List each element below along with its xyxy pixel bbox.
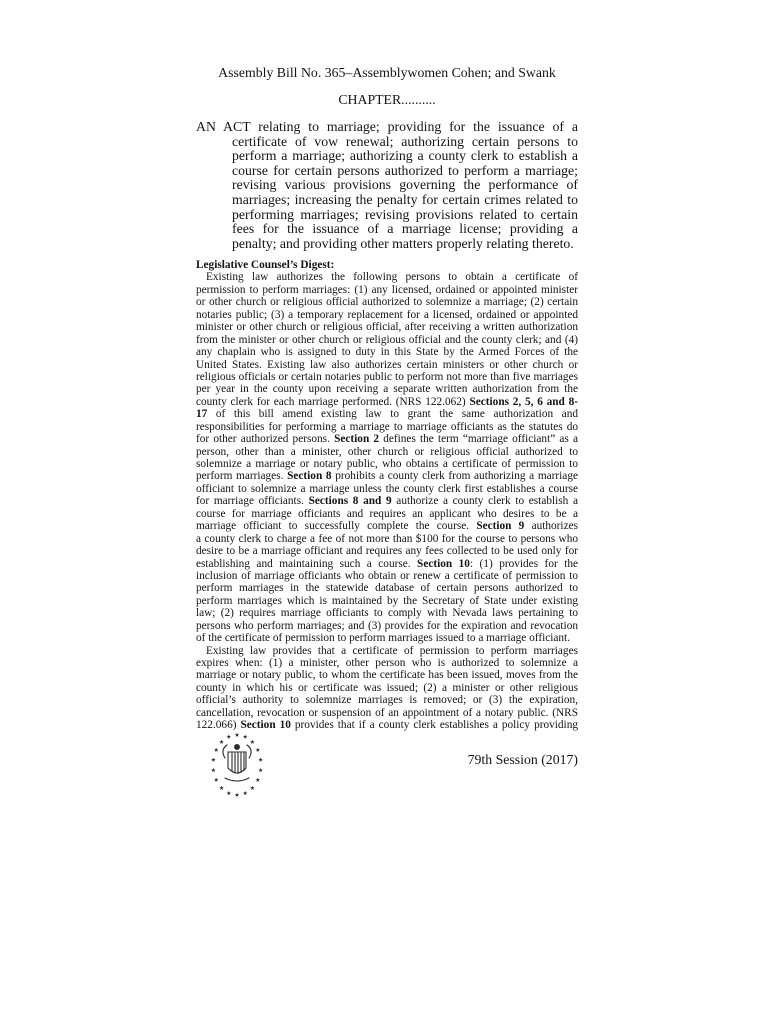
digest-heading: Legislative Counsel’s Digest:	[196, 259, 335, 271]
digest-line	[196, 359, 578, 371]
digest-text: for other authorized persons.	[196, 433, 335, 446]
digest-line	[196, 682, 578, 694]
digest-text: establishing and maintaining such a course.	[196, 557, 418, 570]
digest-text: or other church or religious official authorized to solemnize a marriage; (2) certain	[196, 296, 578, 309]
section-reference: Section 10	[417, 557, 470, 570]
digest-line	[196, 458, 578, 470]
legislature-seal-icon	[206, 731, 268, 799]
session-label: 79th Session (2017)	[467, 752, 578, 767]
digest-line	[196, 383, 578, 395]
digest-line	[196, 570, 578, 582]
digest-text: persons who perform marriages; and (3) provides for the expiration and revocation	[196, 619, 578, 632]
digest-text: authorizes	[524, 520, 578, 533]
title-line: penalty; and providing other matters properly relating thereto.	[232, 235, 574, 251]
digest-line	[196, 545, 578, 557]
digest-text: expires when: (1) a minister, other person who is authorized to solemnize a	[196, 657, 578, 669]
digest-text: marriage or notary public, to whom the certificate has been issued, moves from the	[196, 669, 578, 682]
digest-text: marriage officiant to successfully complete the course.	[196, 520, 477, 533]
digest-text: official’s authority to solemnize marriages is removed; or (3) the expiration,	[196, 694, 578, 707]
digest-text: for marriage officiants.	[196, 495, 309, 508]
digest-text: inclusion of marriage officiants who obtain or renew a certificate of permission to	[196, 569, 578, 582]
digest-text: perform marriages in the statewide database of certain persons authorized to	[196, 582, 578, 595]
digest-line	[196, 595, 578, 607]
digest-text: authorize a county clerk to establish a	[391, 495, 578, 508]
digest-line	[196, 657, 578, 669]
digest-text: from the minister or other church or religious official and the county clerk; and (4)	[196, 333, 578, 346]
digest-paragraph	[196, 271, 578, 644]
digest-line	[196, 719, 578, 731]
digest-text: desire to be a marriage officiant and requires any fees collected to be used only for	[196, 545, 578, 558]
section-reference: Section 9	[476, 520, 525, 533]
digest-line	[196, 309, 578, 321]
section-reference: 17	[196, 408, 208, 421]
digest-text: solemnize a marriage or notary public, who obtains a certificate of permission to	[196, 458, 578, 470]
digest-text: prohibits a county clerk from authorizing a marriage	[331, 470, 578, 483]
digest-line	[196, 620, 578, 632]
title-line: marriages; increasing the penalty for certain crimes related to	[232, 191, 578, 207]
digest-line	[196, 707, 578, 719]
digest-text: permission to perform marriages: (1) any licensed, ordained or appointed minister	[196, 283, 578, 296]
digest-line	[196, 433, 578, 445]
digest-line	[196, 694, 578, 706]
title-line: fees for the issuance of a marriage license; providing a	[232, 221, 578, 237]
title-line: performing marriages; revising provisions related to certain	[232, 206, 578, 222]
digest-text: any chaplain who is assigned to duty in this State by the Armed Forces of the	[196, 346, 578, 359]
digest-body	[196, 271, 578, 731]
digest-line	[196, 271, 578, 283]
digest-line	[196, 321, 578, 333]
digest-line	[196, 607, 578, 619]
digest-line	[196, 470, 578, 482]
digest-text: law; (2) requires marriage officiants to comply with Nevada laws pertaining to	[196, 607, 578, 620]
digest-text: 122.066)	[196, 719, 241, 732]
digest-line	[196, 632, 578, 644]
digest-line	[196, 421, 578, 433]
digest-line	[196, 284, 578, 296]
digest-text: Existing law provides that a certificate of permission to perform marriages	[206, 644, 578, 657]
digest-text: defines the term “marriage officiant” as a	[379, 433, 578, 446]
digest-line	[196, 483, 578, 495]
digest-line	[196, 296, 578, 308]
digest-line	[196, 508, 578, 520]
digest-paragraph	[196, 645, 578, 732]
digest-text: county in which his or certificate was issued; (2) a minister or other religious	[196, 681, 578, 694]
digest-text: of the certificate of permission to perform marriages issued to a marriage officiant.	[196, 632, 571, 645]
digest-text: officiant to solemnize a marriage unless the county clerk first establishes a course	[196, 482, 578, 495]
digest-line	[196, 446, 578, 458]
digest-text: : (1) provides for the	[469, 557, 578, 570]
section-reference: Sections 2, 5, 6 and 8-	[469, 395, 578, 408]
digest-text: perform marriages.	[196, 470, 288, 483]
section-reference: Section 8	[287, 470, 332, 483]
section-reference: Sections 8 and 9	[308, 495, 392, 508]
digest-line	[196, 396, 578, 408]
digest-line	[196, 346, 578, 358]
title-line: revising various provisions governing the performance of	[232, 177, 578, 193]
title-line: perform a marriage; authorizing a county clerk to establish a	[232, 148, 578, 164]
digest-text: cancellation, revocation or suspension of an appointment of a notary public. (NRS	[196, 706, 578, 719]
digest-text: Existing law authorizes the following persons to obtain a certificate of	[206, 271, 578, 284]
digest-line	[196, 582, 578, 594]
chapter-line: CHAPTER..........	[338, 92, 436, 107]
digest-line	[196, 334, 578, 346]
digest-line	[196, 371, 578, 383]
digest-line	[196, 495, 578, 507]
title-line: course for certain persons authorized to perform a marriage;	[232, 162, 578, 178]
digest-text: a county clerk to charge a fee of not more than $100 for the course to persons who	[196, 532, 578, 545]
digest-text: religious officials or certain notaries public to perform not more than five marriages	[196, 370, 578, 383]
title-line: AN ACT relating to marriage; providing for the issuance of a	[196, 119, 578, 134]
digest-text: United States. Existing law also authorizes certain ministers or other church or	[196, 358, 578, 371]
section-reference: Section 2	[334, 433, 380, 446]
digest-line	[196, 408, 578, 420]
digest-text: responsibilities for performing a marriage to marriage officiants as the statutes do	[196, 420, 578, 433]
digest-text: county clerk for each marriage performed. (NRS 122.062)	[196, 395, 470, 408]
digest-line	[196, 558, 578, 570]
digest-text: course for marriage officiants and requires an applicant who desires to be a	[196, 507, 578, 520]
digest-text: notaries public; (3) a temporary replacement for a licensed, ordained or appointed	[196, 308, 578, 321]
digest-text: provides that if a county clerk establishes a policy providing	[290, 719, 578, 732]
section-reference: Section 10	[240, 719, 291, 732]
digest-text: minister or other church or religious official, after receiving a written authorization	[196, 321, 578, 334]
digest-text: per year in the county upon receiving a separate written authorization from the	[196, 383, 578, 396]
bill-header: Assembly Bill No. 365–Assemblywomen Cohen; and Swank	[218, 65, 556, 80]
digest-line	[196, 669, 578, 681]
title-line: certificate of vow renewal; authorizing certain persons to	[232, 133, 578, 149]
legislative-digest	[196, 259, 578, 732]
digest-text: person, other than a minister, other church or religious official authorized to	[196, 445, 578, 458]
digest-line	[196, 645, 578, 657]
digest-line	[196, 520, 578, 532]
digest-text: of this bill amend existing law to grant the same authorization and	[207, 408, 578, 421]
act-title	[196, 120, 578, 251]
digest-line	[196, 533, 578, 545]
digest-text: perform marriages which is maintained by the Secretary of State under existing	[196, 594, 578, 607]
